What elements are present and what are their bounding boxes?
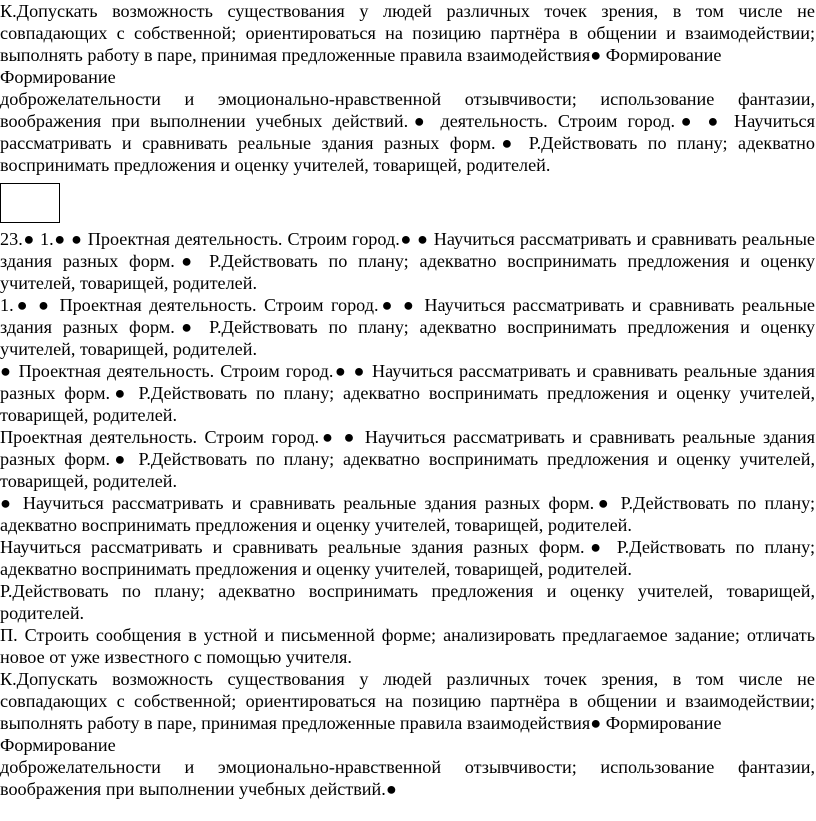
- paragraph-lesson-1: 1.● ● Проектная деятельность. Строим город.● ● Научиться рассматривать и сравнивать реальные здания разных форм.● Р.Действовать по плану; адекватно воспринимать предложения и оценку учителей, товарищей, родителей.: [0, 295, 815, 359]
- empty-table-cell: [0, 183, 60, 223]
- paragraph-act-by-plan: Р.Действовать по плану; адекватно воспринимать предложения и оценку учителей, товарищей, родителей.: [0, 581, 815, 623]
- paragraph-formation-heading: Формирование: [0, 67, 116, 87]
- paragraph-build-messages: П. Строить сообщения в устной и письменной форме; анализировать предлагаемое задание; отличать новое от уже известного с помощью учителя.: [0, 625, 815, 667]
- paragraph-compare-buildings-bullet: ● Научиться рассматривать и сравнивать реальные здания разных форм.● Р.Действовать по плану; адекватно воспринимать предложения и оценку учителей, товарищей, родителей.: [0, 493, 815, 535]
- paragraph-project-activity-plain: Проектная деятельность. Строим город.● ● Научиться рассматривать и сравнивать реальные здания разных форм.● Р.Действовать по плану; адекватно воспринимать предложения и оценку учителей, товарищей, родителей.: [0, 427, 815, 491]
- paragraph-compare-buildings: Научиться рассматривать и сравнивать реальные здания разных форм.● Р.Действовать по плану; адекватно воспринимать предложения и оценку учителей, товарищей, родителей.: [0, 537, 815, 579]
- paragraph-kindness-repeat: доброжелательности и эмоционально-нравственной отзывчивости; использование фантазии, воображения при выполнении учебных действий.●: [0, 757, 815, 799]
- paragraph-kindness-project: доброжелательности и эмоционально-нравственной отзывчивости; использование фантазии, воображения при выполнении учебных действий.● деятельность. Строим город.● ● Научиться рассматривать и сравнивать реальные здания разных форм.● Р.Действовать по плану; адекватно воспринимать предложения и оценку учителей, товарищей, родителей.: [0, 89, 815, 175]
- paragraph-communication-rules: К.Допускать возможность существования у людей различных точек зрения, в том числе не совпадающих с собственной; ориентироваться на позицию партнёра в общении и взаимодействии; выполнять работу в паре, принимая предложенные правила взаимодействия● Формирование: [0, 1, 815, 65]
- paragraph-communication-rules-repeat: К.Допускать возможность существования у людей различных точек зрения, в том числе не совпадающих с собственной; ориентироваться на позицию партнёра в общении и взаимодействии; выполнять работу в паре, принимая предложенные правила взаимодействия● Формирование: [0, 669, 815, 733]
- paragraph-lesson-23: 23.● 1.● ● Проектная деятельность. Строим город.● ● Научиться рассматривать и сравнивать реальные здания разных форм.● Р.Действовать по плану; адекватно воспринимать предложения и оценку учителей, товарищей, родителей.: [0, 229, 815, 293]
- paragraph-project-activity: ● Проектная деятельность. Строим город.● ● Научиться рассматривать и сравнивать реальные здания разных форм.● Р.Действовать по плану; адекватно воспринимать предложения и оценку учителей, товарищей, родителей.: [0, 361, 815, 425]
- paragraph-formation-heading-repeat: Формирование: [0, 735, 116, 755]
